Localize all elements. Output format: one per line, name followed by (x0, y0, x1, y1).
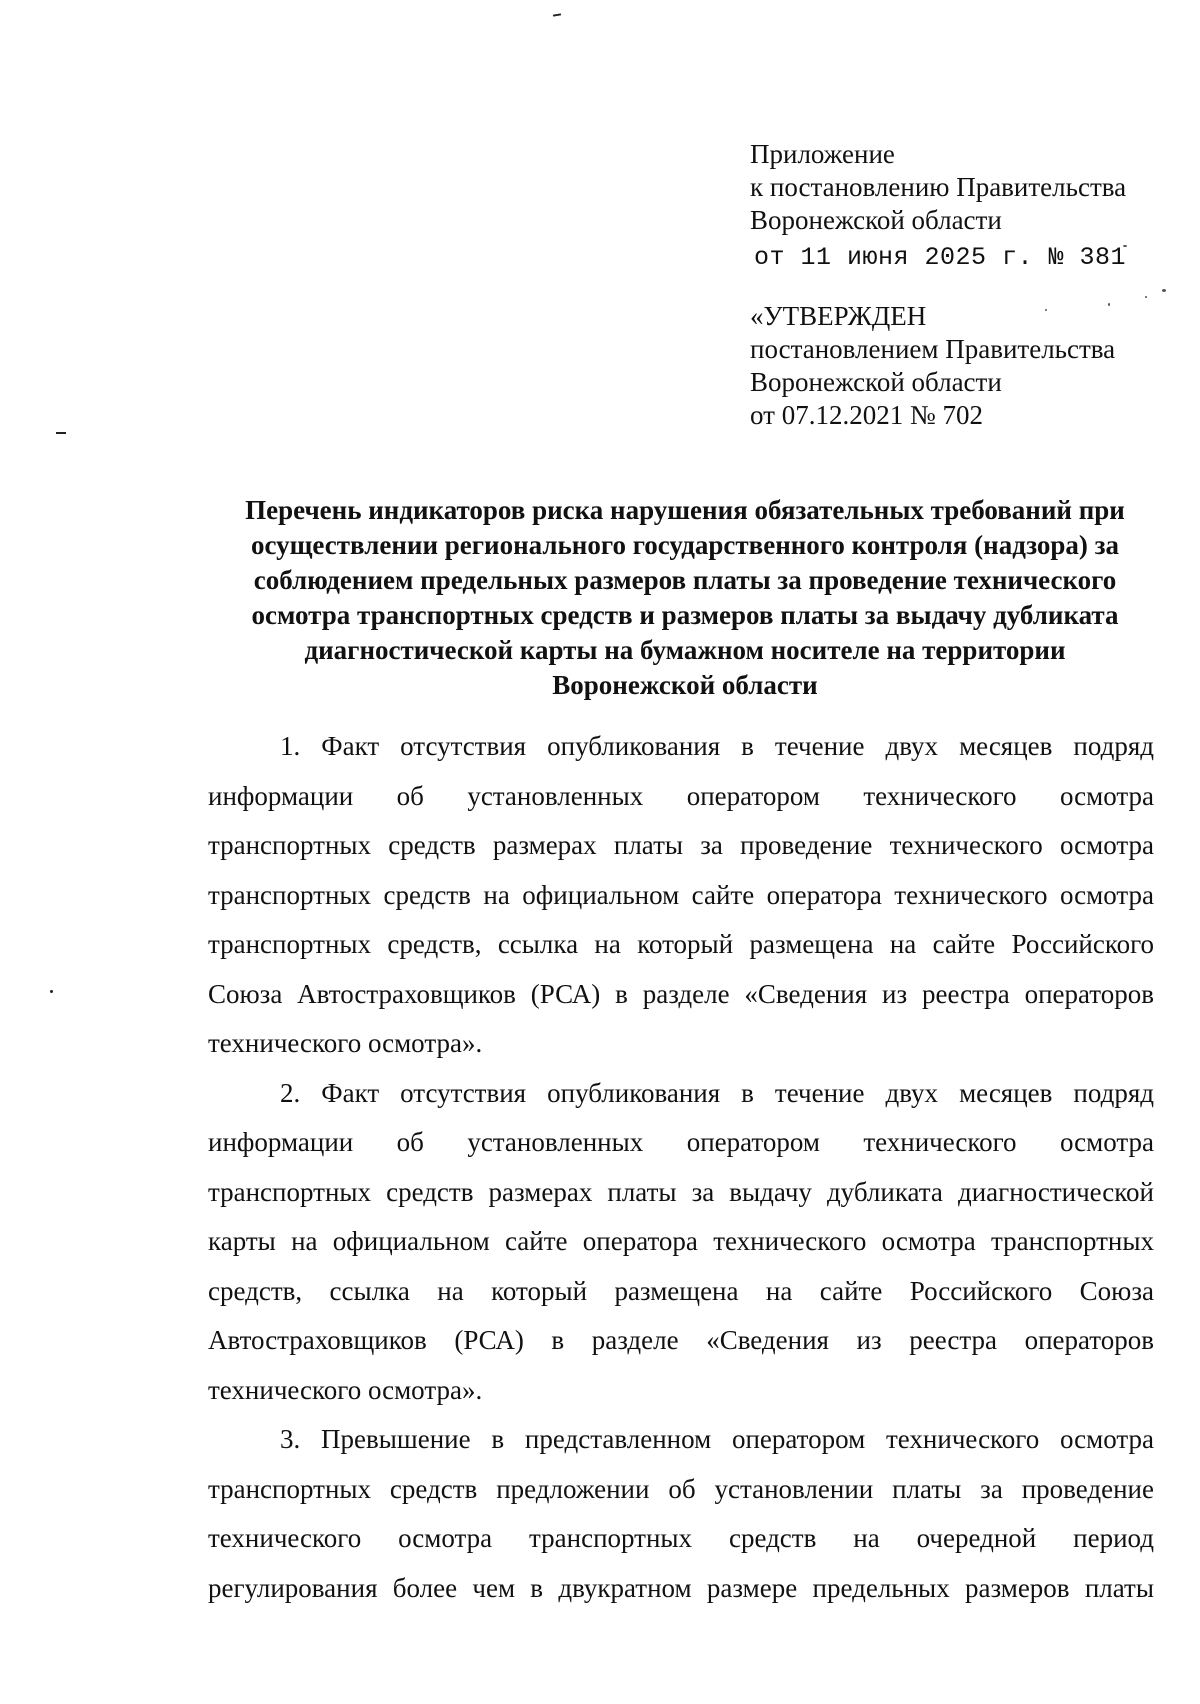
document-body (208, 722, 1154, 1613)
paragraph-line: регулирования более чем в двукратном размере предельных размеров платы (208, 1572, 1154, 1603)
paragraph-line: Союза Автостраховщиков (РСА) в разделе «Сведения из реестра операторов (208, 978, 1154, 1009)
approved-header (750, 300, 1115, 432)
paragraph-3 (208, 1415, 1154, 1613)
scan-speck (1162, 289, 1166, 292)
scan-speck (50, 990, 53, 993)
scan-speck (1145, 296, 1147, 298)
paragraph-line: транспортных средств размерах платы за проведение технического осмотра (208, 830, 1154, 860)
paragraph-line: технического осмотра транспортных средств на очередной период (208, 1523, 1154, 1553)
title-line: диагностической карты на бумажном носителе на территории (304, 635, 1066, 665)
attachment-label: Приложение (750, 139, 895, 169)
document-title (205, 493, 1165, 703)
title-line: осмотра транспортных средств и размеров платы за выдачу дубликата (251, 600, 1119, 630)
approved-date-number: от 07.12.2021 № 702 (750, 400, 983, 430)
attachment-region: Воронежской области (750, 205, 1002, 235)
paragraph-line: 2. Факт отсутствия опубликования в течение двух месяцев подряд (280, 1077, 1154, 1108)
paragraph-line: средств, ссылка на который размещена на сайте Российского Союза (208, 1275, 1154, 1306)
title-line: осуществлении регионального государственного контроля (надзора) за (251, 530, 1119, 560)
paragraph-line: транспортных средств размерах платы за выдачу дубликата диагностической (208, 1176, 1154, 1207)
paragraph-line: 1. Факт отсутствия опубликования в течение двух месяцев подряд (280, 731, 1154, 761)
paragraph-2 (208, 1069, 1154, 1416)
approved-label: «УТВЕРЖДЕН (750, 301, 927, 331)
paragraph-line: технического осмотра». (208, 1374, 483, 1405)
attachment-date-number: от 11 июня 2025 г. № 381 (754, 243, 1127, 272)
paragraph-line: Автостраховщиков (РСА) в разделе «Сведения из реестра операторов (208, 1325, 1154, 1355)
paragraph-line: транспортных средств на официальном сайте оператора технического осмотра (208, 879, 1154, 910)
paragraph-line: транспортных средств, ссылка на который размещена на сайте Российского (208, 929, 1154, 959)
title-line: соблюдением предельных размеров платы за проведение технического (253, 565, 1117, 595)
paragraph-line: технического осмотра». (208, 1028, 483, 1058)
title-line: Перечень индикаторов риска нарушения обязательных требований при (245, 495, 1125, 525)
paragraph-line: информации об установленных оператором технического осмотра (208, 1127, 1154, 1157)
title-line: Воронежской области (552, 670, 818, 700)
attachment-resolution-ref: к постановлению Правительства (750, 172, 1127, 202)
approved-resolution-ref: постановлением Правительства (750, 334, 1116, 364)
paragraph-1 (208, 722, 1154, 1069)
paragraph-line: 3. Превышение в представленном оператором технического осмотра (280, 1424, 1154, 1454)
paragraph-line: карты на официальном сайте оператора технического осмотра транспортных (208, 1226, 1154, 1256)
approved-region: Воронежской области (750, 367, 1002, 397)
attachment-header (750, 138, 1126, 274)
paragraph-line: информации об установленных оператором технического осмотра (208, 780, 1154, 811)
scan-speck (56, 432, 66, 434)
scan-speck (553, 13, 561, 16)
paragraph-line: транспортных средств предложении об установлении платы за проведение (208, 1473, 1154, 1504)
